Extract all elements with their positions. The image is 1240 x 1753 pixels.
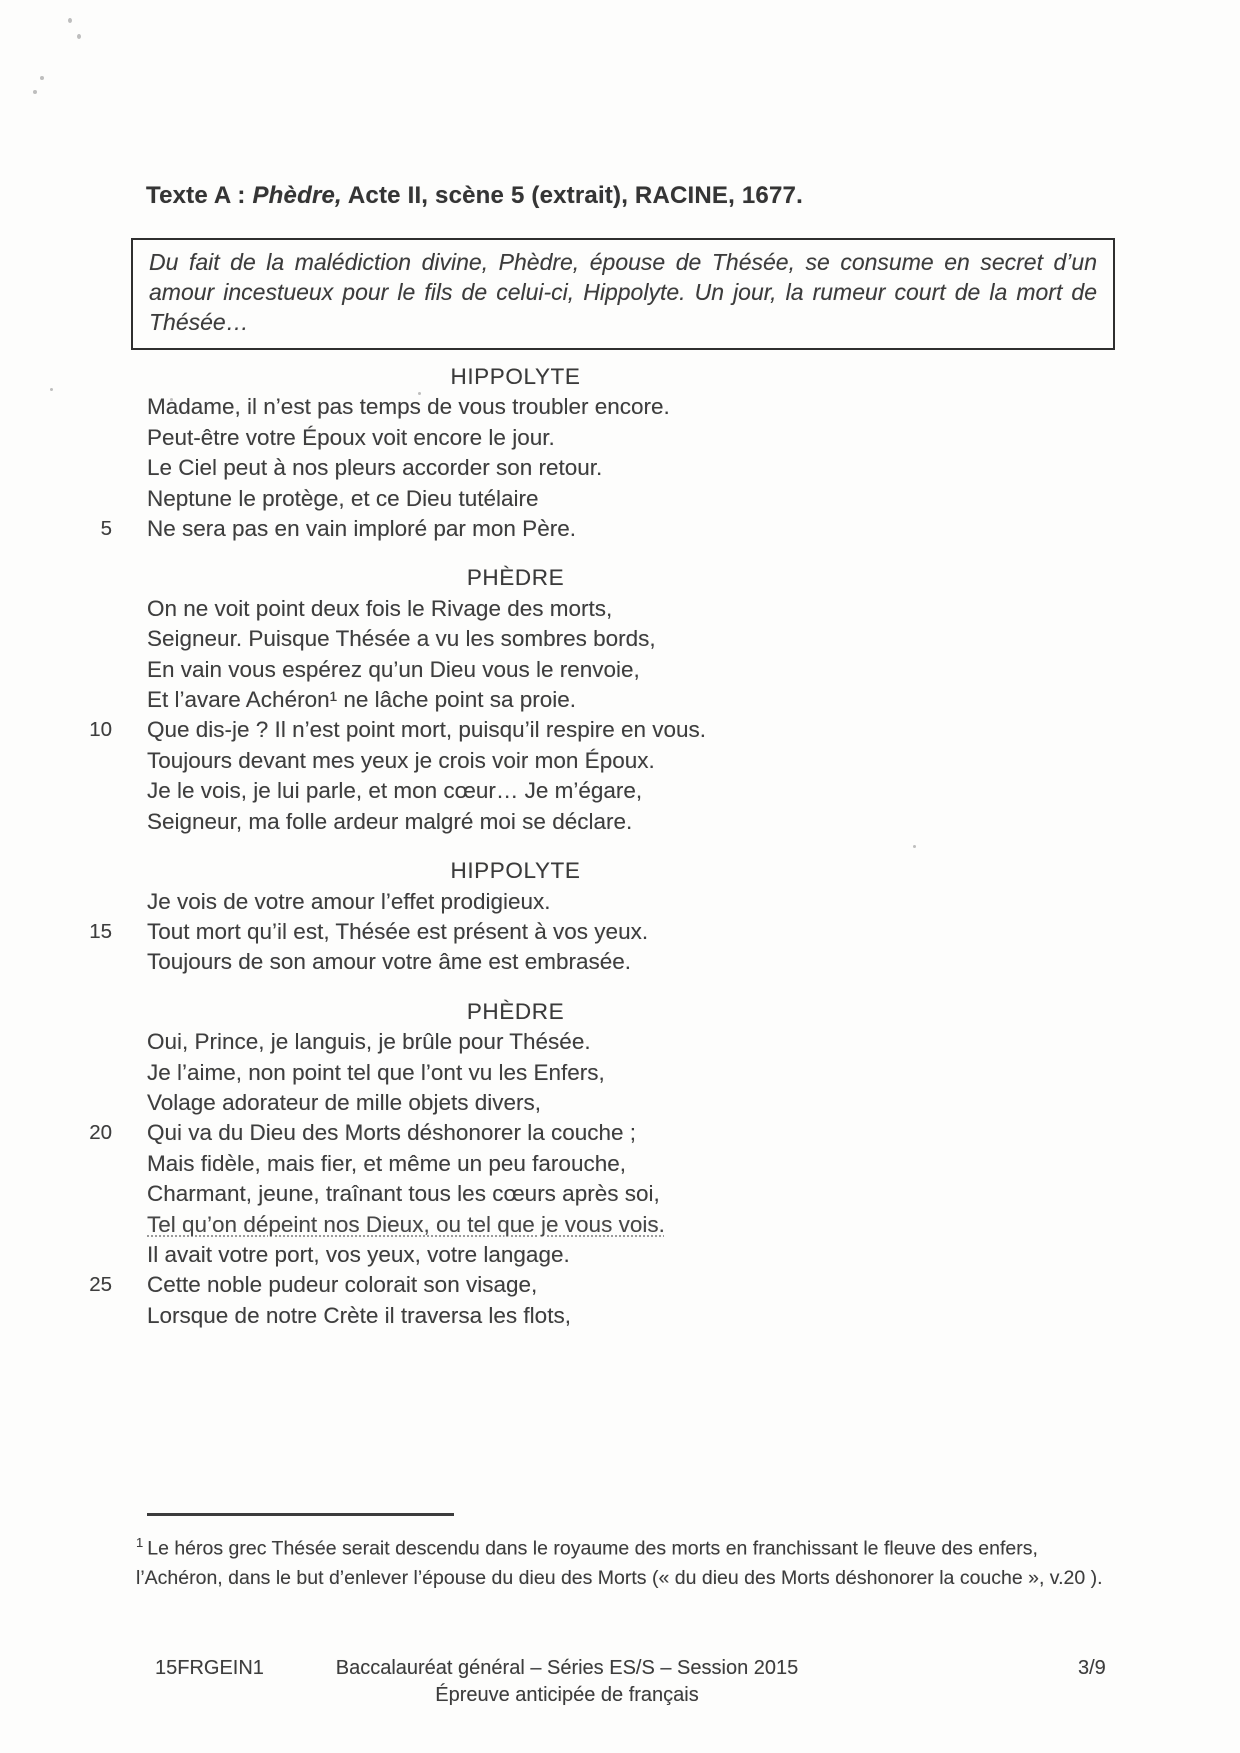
verse-line (147, 484, 884, 514)
verse-line (89, 917, 884, 947)
verse-text: Tel qu’on dépeint nos Dieux, ou tel que je vous vois. (147, 1211, 665, 1237)
verse-line (89, 1270, 884, 1300)
verse-text: Madame, il n’est pas temps de vous troubler encore. (147, 394, 670, 420)
verse-line (147, 594, 884, 624)
verse-line (147, 947, 884, 977)
line-number: 25 (89, 1273, 112, 1297)
intro-text: Du fait de la malédiction divine, Phèdre, épouse de Thésée, se consume en secret d’un amour incestueux pour le fils de celui-ci, Hippolyte. Un jour, la rumeur court de la mort de Thésée… (149, 249, 1097, 335)
verse-text: Seigneur. Puisque Thésée a vu les sombres bords, (147, 626, 656, 652)
verse-text: Peut-être votre Époux voit encore le jour. (147, 424, 555, 450)
verse-line (147, 887, 884, 917)
verse-line (147, 1088, 884, 1118)
verse-line (147, 655, 884, 685)
verse-line (147, 1301, 884, 1331)
verse-text: Que dis-je ? Il n’est point mort, puisqu’il respire en vous. (147, 717, 707, 743)
verse-line (100, 514, 884, 544)
verse-text: Volage adorateur de mille objets divers, (147, 1089, 541, 1115)
page-number: 3/9 (1078, 1657, 1106, 1679)
line-number: 15 (89, 919, 112, 943)
scan-speck (68, 18, 72, 23)
verse-line (89, 715, 884, 745)
speaker-name: HIPPOLYTE (450, 858, 581, 884)
verse-text: Charmant, jeune, traînant tous les cœurs après soi, (147, 1181, 660, 1207)
scan-speck (913, 845, 916, 848)
verse-line (147, 1149, 884, 1179)
verse-line (147, 776, 884, 806)
verse-line (147, 1240, 884, 1270)
verse-line (147, 807, 884, 837)
verse-text: Je l’aime, non point tel que l’ont vu les Enfers, (147, 1059, 605, 1085)
speaker-name: PHÈDRE (466, 565, 565, 591)
verse-line (147, 392, 884, 422)
footnote-marker: 1 (136, 1535, 144, 1550)
verse-line (147, 746, 884, 776)
footer-center (336, 1655, 799, 1709)
scan-speck (40, 76, 44, 80)
verse-text: Je vois de votre amour l’effet prodigieux. (147, 888, 551, 914)
verse-line (147, 685, 884, 715)
line-number: 20 (89, 1121, 112, 1145)
verse-text: Il avait votre port, vos yeux, votre langage. (147, 1241, 570, 1267)
footnote-text: Le héros grec Thésée serait descendu dans le royaume des morts en franchissant le fleuve des enfers, l’Achéron, dans le but d’enlever l’épouse du dieu des Morts (« du dieu des Morts déshonorer la couche », v.20 ). (136, 1537, 1103, 1589)
verse-text: Neptune le protège, et ce Dieu tutélaire (147, 485, 539, 511)
verse-text: Mais fidèle, mais fier, et même un peu farouche, (147, 1150, 626, 1176)
verse-text: Cette noble pudeur colorait son visage, (147, 1272, 538, 1298)
verse-text: Lorsque de notre Crète il traversa les flots, (147, 1302, 571, 1328)
scan-speck (77, 34, 81, 39)
verse-line (147, 1058, 884, 1088)
line-number: 5 (100, 517, 112, 541)
verse-text: En vain vous espérez qu’un Dieu vous le renvoie, (147, 656, 640, 682)
scan-speck (33, 90, 37, 94)
footnote (136, 1528, 1114, 1593)
document-code: 15FRGEIN1 (155, 1657, 264, 1679)
verse-text: Et l’avare Achéron¹ ne lâche point sa proie. (147, 687, 577, 713)
verse-text: Tout mort qu’il est, Thésée est présent à vos yeux. (147, 918, 649, 944)
speaker-name: PHÈDRE (466, 998, 565, 1024)
verse-line (89, 1118, 884, 1148)
footer-exam-subtitle: Épreuve anticipée de français (435, 1684, 699, 1706)
verse-text: Toujours devant mes yeux je crois voir mon Époux. (147, 747, 655, 773)
verse-line (147, 1027, 884, 1057)
verse-text: Qui va du Dieu des Morts déshonorer la couche ; (147, 1120, 637, 1146)
verse-text: Le Ciel peut à nos pleurs accorder son retour. (147, 455, 603, 481)
line-number: 10 (89, 718, 112, 742)
verse-line (147, 453, 884, 483)
verse-text: Je le vois, je lui parle, et mon cœur… Je m’égare, (147, 778, 643, 804)
verse-text: On ne voit point deux fois le Rivage des morts, (147, 595, 613, 621)
text-title-work: Phèdre, (252, 182, 342, 209)
text-title (146, 182, 803, 210)
verse-line (147, 624, 884, 654)
verse-text: Seigneur, ma folle ardeur malgré moi se déclare. (147, 808, 633, 834)
intro-box (131, 238, 1115, 350)
verse-text: Oui, Prince, je languis, je brûle pour Thésée. (147, 1029, 591, 1055)
verse-line (147, 423, 884, 453)
verse-text: Ne sera pas en vain imploré par mon Père. (147, 516, 576, 542)
text-title-label: Texte A : (146, 182, 253, 209)
speaker-name: HIPPOLYTE (450, 364, 581, 389)
verse-line (147, 1179, 884, 1209)
footnote-rule (147, 1513, 454, 1516)
verse-line (147, 1210, 884, 1240)
scan-speck (50, 388, 53, 391)
play-excerpt (89, 362, 884, 1331)
footer-exam-title: Baccalauréat général – Séries ES/S – Session 2015 (335, 1657, 799, 1679)
verse-text: Toujours de son amour votre âme est embrasée. (147, 949, 631, 975)
text-title-suffix: Acte II, scène 5 (extrait), RACINE, 1677. (341, 182, 803, 209)
